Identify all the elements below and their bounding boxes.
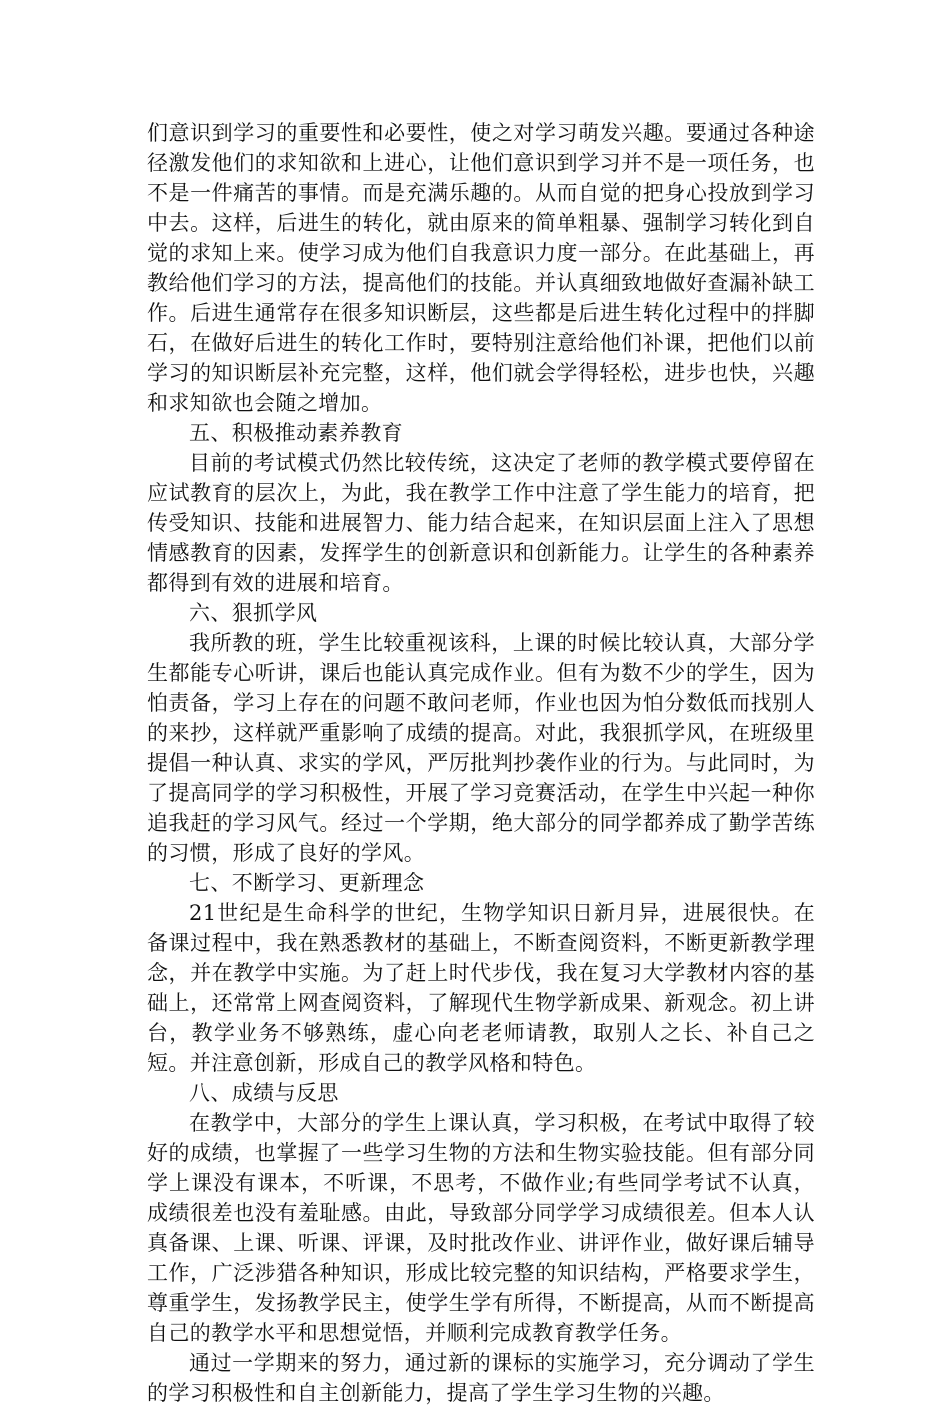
paragraph-study-style: 我所教的班，学生比较重视该科，上课的时候比较认真，大部分学生都能专心听讲，课后也能认真完成作业。但有为数不少的学生，因为怕责备，学习上存在的问题不敢问老师，作业也因为怕分数低而找别人的来抄，这样就严重影响了成绩的提高。对此，我狠抓学风，在班级里提倡一种认真、求实的学风，严厉批判抄袭作业的行为。与此同时，为了提高同学的学习积极性，开展了学习竞赛活动，在学生中兴起一种你追我赶的学习风气。经过一个学期，绝大部分的同学都养成了勤学苦练的习惯，形成了良好的学风。 (147, 631, 815, 865)
paragraph-conclusion: 通过一学期来的努力，通过新的课标的实施学习，充分调动了学生的学习积极性和自主创新能力，提高了学生学习生物的兴趣。 (147, 1351, 815, 1405)
section-heading-5: 五、积极推动素养教育 (189, 421, 403, 445)
paragraph-quality-education: 目前的考试模式仍然比较传统，这决定了老师的教学模式要停留在应试教育的层次上，为此，我在教学工作中注意了学生能力的培育，把传受知识、技能和进展智力、能力结合起来，在知识层面上注入了思想情感教育的因素，发挥学生的创新意识和创新能力。让学生的各种素养都得到有效的进展和培育。 (147, 451, 815, 595)
paragraph-results-reflection: 在教学中，大部分的学生上课认真，学习积极，在考试中取得了较好的成绩，也掌握了一些学习生物的方法和生物实验技能。但有部分同学上课没有课本，不听课，不思考，不做作业;有些同学考试不认真，成绩很差也没有羞耻感。由此，导致部分同学学习成绩很差。但本人认真备课、上课、听课、评课，及时批改作业、讲评作业，做好课后辅导工作，广泛涉猎各种知识，形成比较完整的知识结构，严格要求学生，尊重学生，发扬教学民主，使学生学有所得，不断提高，从而不断提高自己的教学水平和思想觉悟，并顺利完成教育教学任务。 (147, 1111, 815, 1345)
section-heading-8: 八、成绩与反思 (189, 1081, 339, 1105)
paragraph-continuous-learning: 21世纪是生命科学的世纪，生物学知识日新月异，进展很快。在备课过程中，我在熟悉教材的基础上，不断查阅资料，不断更新教学理念，并在教学中实施。为了赶上时代步伐，我在复习大学教材内容的基础上，还常常上网查阅资料，了解现代生物学新成果、新观念。初上讲台，教学业务不够熟练，虚心向老老师请教，取别人之长、补自己之短。并注意创新，形成自己的教学风格和特色。 (147, 901, 815, 1075)
section-heading-7: 七、不断学习、更新理念 (189, 871, 425, 895)
paragraph-continued: 们意识到学习的重要性和必要性，使之对学习萌发兴趣。要通过各种途径激发他们的求知欲和上进心，让他们意识到学习并不是一项任务，也不是一件痛苦的事情。而是充满乐趣的。从而自觉的把身心投放到学习中去。这样，后进生的转化，就由原来的简单粗暴、强制学习转化到自觉的求知上来。使学习成为他们自我意识力度一部分。在此基础上，再教给他们学习的方法，提高他们的技能。并认真细致地做好查漏补缺工作。后进生通常存在很多知识断层，这些都是后进生转化过程中的拌脚石，在做好后进生的转化工作时，要特别注意给他们补课，把他们以前学习的知识断层补充完整，这样，他们就会学得轻松，进步也快，兴趣和求知欲也会随之增加。 (147, 121, 815, 415)
section-heading-6: 六、狠抓学风 (189, 601, 318, 625)
document-body (147, 118, 815, 1408)
